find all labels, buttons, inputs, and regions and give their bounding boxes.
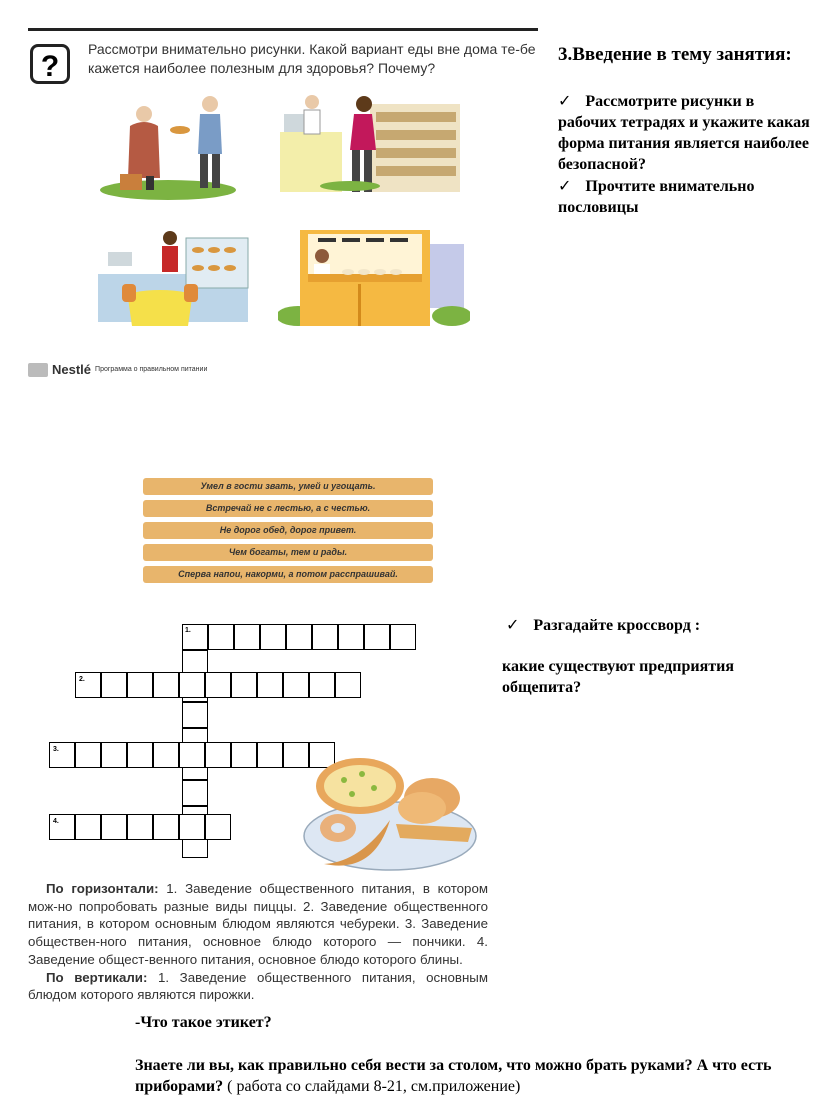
horizontal-label: По горизонтали: <box>46 881 159 896</box>
final-question-note: ( работа со слайдами 8-21, см.приложение) <box>223 1078 521 1095</box>
proverb-band: Чем богаты, тем и рады. <box>143 544 433 561</box>
crossword-cell[interactable] <box>182 780 208 806</box>
crossword-cell[interactable] <box>101 742 127 768</box>
bullet-text: Рассмотрите рисунки в рабочих тетрадях и укажите какая форма питания является наиболее безопасной? <box>558 93 810 173</box>
checkmark-icon: ✓ <box>558 91 572 110</box>
crossword-cell[interactable] <box>179 742 205 768</box>
crossword-cell[interactable] <box>182 702 208 728</box>
crossword-cell[interactable] <box>179 672 205 698</box>
crossword-cell[interactable] <box>127 742 153 768</box>
crossword-cell[interactable] <box>101 814 127 840</box>
bullet-text: Прочтите внимательно пословицы <box>558 178 755 216</box>
crossword-cell[interactable] <box>75 814 101 840</box>
question-mark-icon: ? <box>30 44 70 84</box>
final-question-bold: Знаете ли вы, как правильно себя вести за столом, что можно брать руками? А что есть приборами? <box>135 1057 772 1095</box>
checkmark-icon: ✓ <box>506 615 520 634</box>
clue-number: 1. <box>185 627 191 634</box>
shop-counter-picture <box>280 94 462 202</box>
bullet-list <box>558 90 816 218</box>
crossword-cell[interactable] <box>208 624 234 650</box>
clue-number: 4. <box>53 818 59 825</box>
horizontal-clues <box>28 880 488 969</box>
crossword-cell[interactable] <box>153 742 179 768</box>
food-plate-picture <box>300 752 480 874</box>
crossword-clues <box>28 880 488 1004</box>
crossword-cell[interactable] <box>312 624 338 650</box>
crossword-cell[interactable] <box>205 814 231 840</box>
crossword-cell[interactable] <box>283 672 309 698</box>
crossword-cell[interactable] <box>153 814 179 840</box>
cafe-counter-picture <box>98 226 250 328</box>
crossword-cell[interactable] <box>127 814 153 840</box>
nestle-logo <box>28 362 207 377</box>
crossword-task-bullet <box>506 614 700 636</box>
crossword-cell[interactable] <box>101 672 127 698</box>
nest-icon <box>28 363 48 377</box>
final-question <box>135 1055 815 1097</box>
crossword-cell[interactable] <box>127 672 153 698</box>
crossword-cell[interactable] <box>205 672 231 698</box>
crossword-cell[interactable] <box>338 624 364 650</box>
crossword-cell[interactable] <box>309 672 335 698</box>
bullet-item <box>558 175 816 218</box>
vertical-label: По вертикали: <box>46 969 148 985</box>
proverb-band: Не дорог обед, дорог привет. <box>143 522 433 539</box>
crossword-cell[interactable] <box>286 624 312 650</box>
crossword-cell[interactable] <box>260 624 286 650</box>
etiquette-question: -Что такое этикет? <box>135 1014 272 1031</box>
top-rule <box>28 28 538 31</box>
clue-number: 2. <box>79 676 85 683</box>
crossword-task-text: Разгадайте кроссворд : <box>533 617 701 634</box>
vertical-clues <box>28 969 488 1004</box>
checkmark-icon: ✓ <box>558 176 572 195</box>
crossword-cell[interactable] <box>153 672 179 698</box>
vertical-text: 1. Заведение общественного питания, основным блюдом которого являются пирожки. <box>28 969 488 1003</box>
logo-brand: Nestlé <box>52 362 92 377</box>
proverb-band: Умел в гости звать, умей и угощать. <box>143 478 433 495</box>
question-text: Рассмотри внимательно рисунки. Какой вариант еды вне дома те-бе кажется наиболее полезным для здоровья? Почему? <box>88 41 536 76</box>
crossword-task-subtitle: какие существуют предприятия общепита? <box>502 658 734 696</box>
crossword-cell[interactable] <box>179 814 205 840</box>
crossword-cell[interactable] <box>234 624 260 650</box>
street-vendor-picture <box>98 92 240 200</box>
bullet-item <box>558 90 816 175</box>
logo-caption: Программа о правильном питании <box>95 366 208 373</box>
crossword-cell[interactable] <box>257 742 283 768</box>
crossword-cell[interactable] <box>231 742 257 768</box>
crossword-cell[interactable] <box>75 742 101 768</box>
proverb-band: Встречай не с лестью, а с честью. <box>143 500 433 517</box>
crossword-cell[interactable] <box>335 672 361 698</box>
clue-number: 3. <box>53 746 59 753</box>
crossword-cell[interactable] <box>205 742 231 768</box>
horizontal-text: 1. Заведение общественного питания, в котором мож-но попробовать разные виды пиццы. 2. Заведение общественного питания, в котором основным блюдом являются чебуреки. 3. Заведение обществен-ного питания, основное блюдо которого — пончики. 4. Заведение общест-венного питания, основное блюдо которого блины. <box>28 881 488 967</box>
crossword-cell[interactable] <box>231 672 257 698</box>
section-title: 3.Введение в тему занятия: <box>558 44 792 65</box>
crossword-cell[interactable] <box>364 624 390 650</box>
crossword-cell[interactable] <box>390 624 416 650</box>
proverb-band: Сперва напои, накорми, а потом расспрашивай. <box>143 566 433 583</box>
food-kiosk-picture <box>278 224 470 330</box>
crossword-cell[interactable] <box>257 672 283 698</box>
